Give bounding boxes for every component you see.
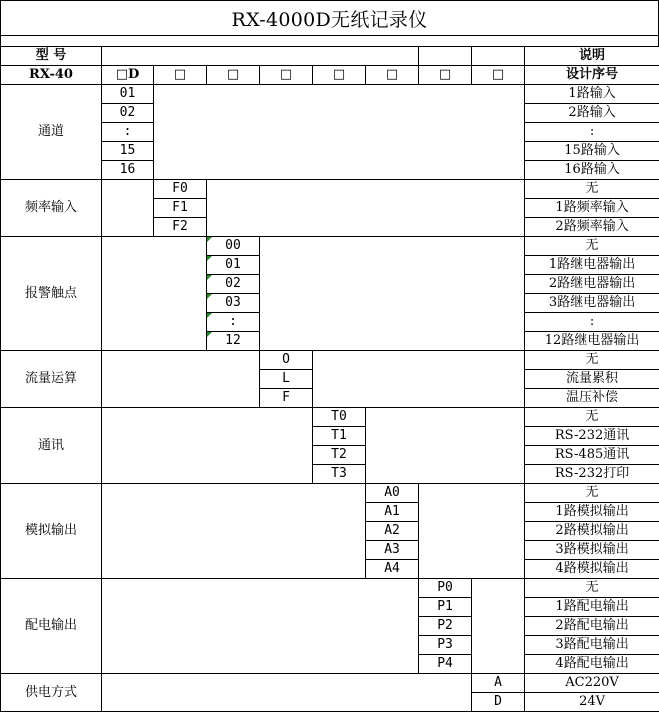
option-code: P0 (419, 579, 472, 598)
slot-box: □ (154, 66, 207, 85)
design-seq-label: 设计序号 (525, 66, 659, 85)
option-code: 02 (102, 104, 154, 123)
cell-marker (207, 256, 212, 261)
option-desc: 无 (525, 579, 659, 598)
empty-area (472, 579, 525, 674)
option-code: 16 (102, 161, 154, 180)
cell-marker (207, 313, 212, 318)
empty-area (102, 351, 260, 408)
option-code: A3 (366, 541, 419, 560)
slot-box: □ (419, 66, 472, 85)
option-desc: RS-232打印 (525, 465, 659, 484)
option-desc: 无 (525, 351, 659, 370)
slot-box: □ (366, 66, 419, 85)
table-row (1, 85, 659, 104)
option-code: F2 (154, 218, 207, 237)
table-row (1, 579, 659, 598)
header-row (1, 47, 659, 66)
header-blank (472, 47, 525, 66)
option-desc: 3路配电输出 (525, 636, 659, 655)
slot-box: □ (260, 66, 313, 85)
option-code: : (102, 123, 154, 142)
option-code: T0 (313, 408, 366, 427)
model-value: RX-40 (1, 66, 102, 85)
cell-marker (207, 332, 212, 337)
option-desc: RS-232通讯 (525, 427, 659, 446)
slot-box: □ (313, 66, 366, 85)
option-desc: 流量累积 (525, 370, 659, 389)
cell-marker (207, 275, 212, 280)
option-desc: 无 (525, 180, 659, 199)
title-spacer (0, 36, 659, 46)
option-code: D (472, 693, 525, 712)
table-row (1, 351, 659, 370)
option-code: T1 (313, 427, 366, 446)
option-desc: : (525, 123, 659, 142)
option-code: A4 (366, 560, 419, 579)
section-label-power-dist: 配电输出 (1, 579, 102, 674)
section-label-supply: 供电方式 (1, 674, 102, 712)
option-code: L (260, 370, 313, 389)
table-row (1, 674, 659, 693)
option-code: 01 (102, 85, 154, 104)
section-label-comm: 通讯 (1, 408, 102, 484)
option-desc: : (525, 313, 659, 332)
option-desc: 3路继电器输出 (525, 294, 659, 313)
empty-area (419, 484, 525, 579)
empty-area (102, 484, 366, 579)
option-code: T3 (313, 465, 366, 484)
option-code: : (207, 313, 260, 332)
option-desc: 15路输入 (525, 142, 659, 161)
option-desc: 1路模拟输出 (525, 503, 659, 522)
empty-area (366, 408, 525, 484)
option-code: A0 (366, 484, 419, 503)
empty-area (260, 237, 525, 351)
option-code: P3 (419, 636, 472, 655)
model-code-table (0, 46, 659, 712)
option-code: T2 (313, 446, 366, 465)
option-code: 12 (207, 332, 260, 351)
option-code: P4 (419, 655, 472, 674)
empty-area (102, 408, 313, 484)
option-desc: 1路输入 (525, 85, 659, 104)
slot-box: □ (207, 66, 260, 85)
cell-marker (207, 237, 212, 242)
empty-area (154, 85, 525, 180)
option-desc: 无 (525, 237, 659, 256)
option-desc: 无 (525, 484, 659, 503)
option-desc: 温压补偿 (525, 389, 659, 408)
section-label-alarm: 报警触点 (1, 237, 102, 351)
empty-area (313, 351, 525, 408)
slot-box: □ (472, 66, 525, 85)
option-desc: 1路继电器输出 (525, 256, 659, 275)
option-desc: 2路频率输入 (525, 218, 659, 237)
option-desc: RS-485通讯 (525, 446, 659, 465)
option-code: A2 (366, 522, 419, 541)
option-desc: 4路配电输出 (525, 655, 659, 674)
header-blank (419, 47, 472, 66)
option-desc: 无 (525, 408, 659, 427)
empty-area (207, 180, 525, 237)
section-label-flow: 流量运算 (1, 351, 102, 408)
option-desc: 2路输入 (525, 104, 659, 123)
empty-area (102, 237, 207, 351)
option-desc: 2路模拟输出 (525, 522, 659, 541)
option-code: F (260, 389, 313, 408)
option-code: A1 (366, 503, 419, 522)
option-desc: 24V (525, 693, 659, 712)
slot-box: □D (102, 66, 154, 85)
empty-area (102, 579, 419, 674)
option-desc: 1路频率输入 (525, 199, 659, 218)
empty-area (102, 180, 154, 237)
option-code: 15 (102, 142, 154, 161)
option-desc: AC220V (525, 674, 659, 693)
option-desc: 2路继电器输出 (525, 275, 659, 294)
option-code: 03 (207, 294, 260, 313)
model-label: 型 号 (1, 47, 102, 66)
slot-row (1, 66, 659, 85)
section-label-analog: 模拟输出 (1, 484, 102, 579)
cell-marker (207, 294, 212, 299)
option-desc: 2路配电输出 (525, 617, 659, 636)
option-code: 00 (207, 237, 260, 256)
option-desc: 16路输入 (525, 161, 659, 180)
header-blank (102, 47, 419, 66)
section-label-channel: 通道 (1, 85, 102, 180)
option-code: O (260, 351, 313, 370)
desc-label: 说明 (525, 47, 659, 66)
table-row (1, 484, 659, 503)
option-desc: 12路继电器输出 (525, 332, 659, 351)
option-desc: 3路模拟输出 (525, 541, 659, 560)
option-code: A (472, 674, 525, 693)
table-row (1, 237, 659, 256)
option-desc: 1路配电输出 (525, 598, 659, 617)
section-label-freq: 频率输入 (1, 180, 102, 237)
empty-area (102, 674, 472, 712)
sheet-title: RX-4000D无纸记录仪 (0, 0, 659, 36)
option-desc: 4路模拟输出 (525, 560, 659, 579)
option-code: 02 (207, 275, 260, 294)
table-row (1, 180, 659, 199)
option-code: P2 (419, 617, 472, 636)
option-code: 01 (207, 256, 260, 275)
option-code: P1 (419, 598, 472, 617)
option-code: F1 (154, 199, 207, 218)
option-code: F0 (154, 180, 207, 199)
table-row (1, 408, 659, 427)
